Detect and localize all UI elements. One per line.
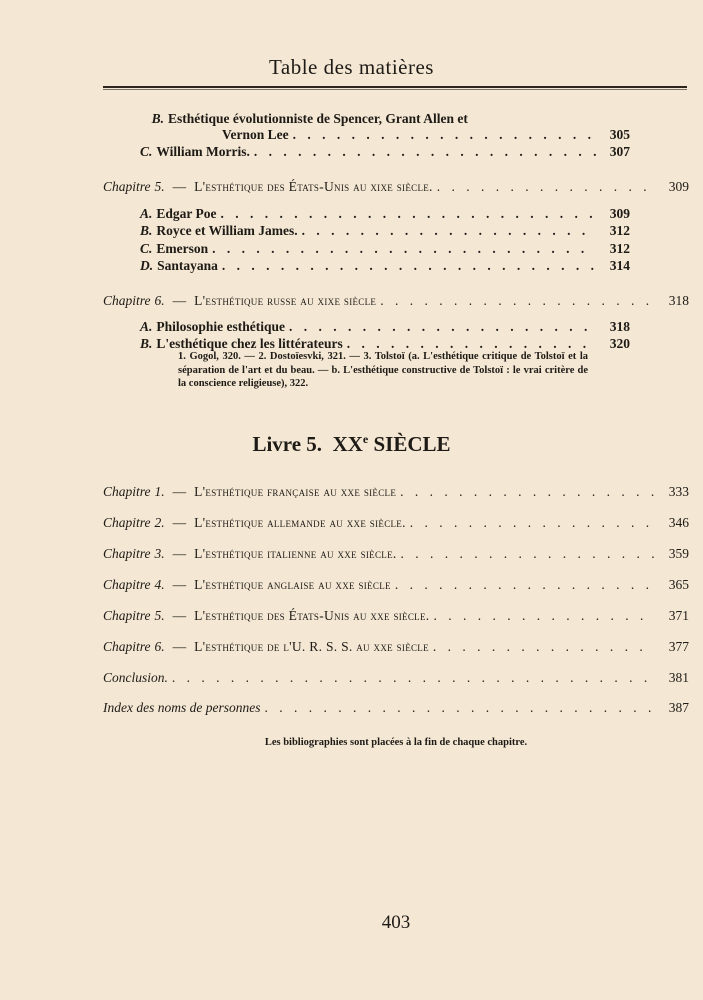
conclusion-title: Conclusion. (103, 670, 168, 685)
chapter-number: 2. (154, 515, 165, 530)
chapter-entry: Chapitre 4. — L'esthétique anglaise au xxe siècle . . . 365 (103, 577, 689, 593)
running-head: Table des matières (269, 55, 434, 79)
bibliography-note: Les bibliographies sont placées à la fin de chaque chapitre. (264, 737, 528, 748)
dot-leader (433, 639, 655, 655)
toc-entry (140, 144, 630, 160)
chapter-title: L'esthétique française au xxe siècle (194, 484, 397, 499)
index-title: Index des noms de personnes (103, 700, 261, 715)
dot-leader (264, 700, 655, 716)
chapter-title: L'esthétique russe au xixe siècle (194, 293, 377, 308)
page-number: 318 (668, 293, 689, 308)
chapter-entry: Chapitre 6. — L'esthétique de l'U. R. S. S. au xxe siècle . . . 377 (103, 639, 689, 655)
dot-leader (221, 206, 596, 222)
entry-title: William Morris. (156, 144, 250, 159)
page-number: 312 (609, 241, 630, 256)
chapter-title: L'esthétique italienne au xxe siècle. (194, 546, 397, 561)
page-number: 309 (609, 206, 630, 221)
header-rule (103, 86, 687, 88)
subsection-note: 1. Gogol, 320. — 2. Dostoïesvki, 321. — 3. Tolstoï (a. L'esthétique critique de Tolstoï et la séparation de l'art et du beau. — b. L'esthétique constructive de Tolstoï : le vrai critère de la conscience religieuse), 322. (178, 351, 588, 389)
entry-letter: D. (140, 258, 154, 273)
dot-leader (380, 293, 655, 309)
chapter-number: 6. (154, 293, 165, 308)
chapter-title: L'esthétique anglaise au xxe siècle (194, 577, 391, 592)
page-number: 320 (609, 336, 630, 351)
chapter-label: Chapitre (103, 608, 151, 623)
chapter-title: L'esthétique des États-Unis au xixe siècle. (194, 179, 433, 194)
book-title-sup: e (362, 432, 369, 446)
book-heading (0, 432, 703, 457)
entry-letter: C. (140, 144, 153, 159)
chapter-entry: Chapitre 1. — L'esthétique française au xxe siècle . . . 333 (103, 484, 689, 500)
page-number: 307 (609, 144, 630, 159)
entry-title: L'esthétique chez les littérateurs (156, 336, 343, 351)
entry-title: Emerson (156, 241, 209, 256)
dot-leader (289, 319, 596, 335)
page-number: 359 (668, 546, 689, 561)
chapter-number: 1. (154, 484, 165, 499)
chapter-title: L'esthétique allemande au xxe siècle. (194, 515, 406, 530)
chapter-title: L'esthétique de l'U. R. S. S. au xxe siècle (194, 639, 429, 654)
chapter-label: Chapitre (103, 515, 151, 530)
toc-entry (140, 111, 575, 127)
entry-title: Vernon Lee (222, 127, 289, 142)
chapter-entry: Chapitre 5. — L'esthétique des États-Unis au xxe siècle. . . . 371 (103, 608, 689, 624)
entry-letter: A. (140, 206, 153, 221)
entry-title: Philosophie esthétique (156, 319, 286, 334)
page-number: 309 (668, 179, 689, 194)
book-title-post: SIÈCLE (368, 432, 451, 456)
header-rule-thin (103, 89, 687, 90)
dot-leader (395, 577, 655, 593)
page-number: 346 (668, 515, 689, 530)
toc-entry (222, 127, 630, 143)
page-number: 312 (609, 223, 630, 238)
page-number: 387 (668, 700, 689, 715)
dot-leader (400, 484, 655, 500)
page-number: 381 (668, 670, 689, 685)
chapter-entry: Chapitre 2. — L'esthétique allemande au xxe siècle. . . . 346 (103, 515, 689, 531)
chapter-label: Chapitre (103, 484, 151, 499)
dot-leader (401, 546, 655, 562)
toc-entry (140, 258, 630, 274)
chapter-number: 5. (154, 179, 165, 194)
chapter-title: L'esthétique des États-Unis au xxe siècle. (194, 608, 430, 623)
entry-letter: B. (151, 111, 164, 126)
page-number: 333 (668, 484, 689, 499)
chapter-label: Chapitre (103, 546, 151, 561)
dot-leader (437, 179, 655, 195)
page-number: 365 (668, 577, 689, 592)
chapter-entry: Chapitre 5. — L'esthétique des États-Unis au xixe siècle. . . . 309 (103, 179, 689, 195)
entry-title: Esthétique évolutionniste de Spencer, Grant Allen et (168, 111, 468, 126)
book-title-pre: XX (332, 432, 363, 456)
dot-leader (433, 608, 655, 624)
entry-letter: B. (140, 223, 153, 238)
entry-letter: A. (140, 319, 153, 334)
index-entry (103, 700, 689, 716)
dot-leader (172, 670, 655, 686)
page-number: 314 (609, 258, 630, 273)
chapter-entry: Chapitre 6. — L'esthétique russe au xixe siècle . . . 318 (103, 293, 689, 309)
conclusion-entry (103, 670, 689, 686)
page-number: 377 (668, 639, 689, 654)
chapter-label: Chapitre (103, 577, 151, 592)
chapter-number: 3. (154, 546, 165, 561)
page-number: 371 (668, 608, 689, 623)
page-number: 318 (609, 319, 630, 334)
chapter-entry: Chapitre 3. — L'esthétique italienne au xxe siècle. . . . 359 (103, 546, 689, 562)
toc-entry (140, 223, 630, 239)
entry-title: Edgar Poe (156, 206, 217, 221)
dot-leader (212, 241, 596, 257)
dot-leader (410, 515, 655, 531)
entry-letter: B. (140, 336, 153, 351)
page-number: 305 (609, 127, 630, 142)
toc-entry (140, 319, 630, 335)
dot-leader (222, 258, 596, 274)
entry-title: Santayana (157, 258, 218, 273)
toc-entry (140, 241, 630, 257)
page-folio: 403 (381, 912, 411, 933)
chapter-label: Chapitre (103, 179, 151, 194)
entry-letter: C. (140, 241, 153, 256)
dot-leader (254, 144, 596, 160)
toc-entry (140, 206, 630, 222)
dot-leader (302, 223, 596, 239)
dot-leader (293, 127, 596, 143)
chapter-number: 4. (154, 577, 165, 592)
entry-title: Royce et William James. (156, 223, 298, 238)
book-label: Livre 5. (252, 432, 323, 456)
chapter-label: Chapitre (103, 639, 151, 654)
chapter-number: 5. (154, 608, 165, 623)
chapter-label: Chapitre (103, 293, 151, 308)
chapter-number: 6. (154, 639, 165, 654)
